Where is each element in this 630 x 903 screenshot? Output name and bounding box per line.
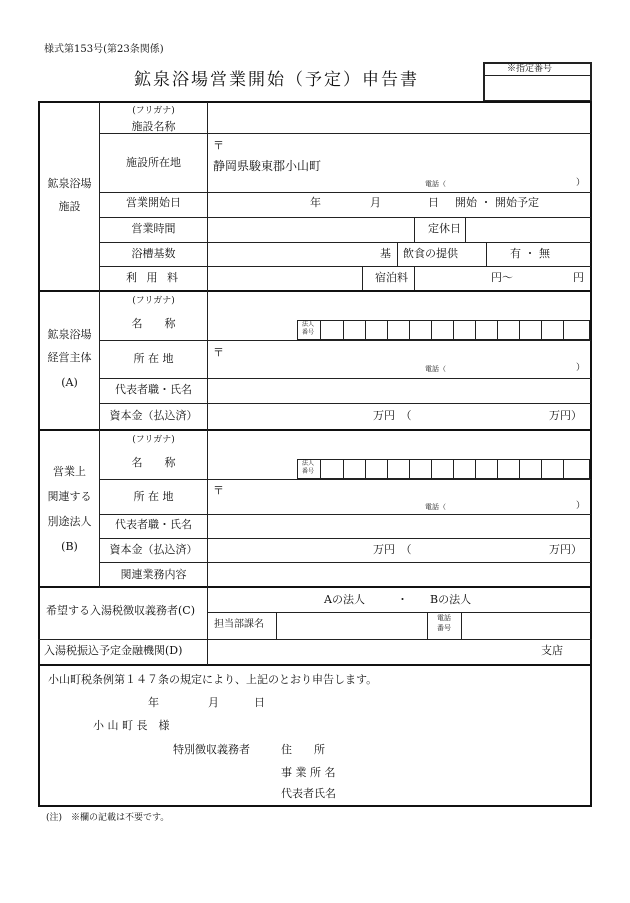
operator-section-label: 鉱泉浴場 [47,328,92,341]
related-name-label: 名 称 [131,456,176,469]
form-number: 様式第153号(第23条関係) [44,44,164,55]
furigana-label: (フリガナ) [132,106,175,116]
dept-label: 担当部課名 [214,619,264,630]
footnote: (注) ※欄の記載は不要です。 [46,813,170,823]
operator-corp-number[interactable] [297,320,590,340]
obligor-label: 特別徴収義務者 [173,743,250,756]
meal-label: 飲食の提供 [403,247,458,260]
lodging-label: 宿泊料 [375,271,408,284]
facility-section-label: 鉱泉浴場 [47,177,92,190]
facility-address[interactable]: 静岡県駿東郡小山町 [213,159,322,173]
start-option[interactable]: 開始 ・ 開始予定 [455,196,539,209]
addressee: 小 山 町 長 様 [93,719,170,732]
facility-location-label: 施設所在地 [126,156,181,169]
tubs-label: 浴槽基数 [131,247,176,260]
facility-name-input[interactable] [209,103,590,133]
postal-mark: 〒 [213,139,224,152]
related-corp-number[interactable] [297,459,590,479]
operator-rep-label: 代表者職・氏名 [115,383,192,396]
designation-label: ※指定番号 [507,64,553,74]
related-rep-label: 代表者職・氏名 [115,518,192,531]
facility-section-label-2: 施設 [58,200,81,213]
related-business-label: 関連業務内容 [120,568,187,581]
option-b[interactable]: Bの法人 [430,593,472,606]
declaration-text: 小山町税条例第１４７条の規定により、上記のとおり申告します。 [48,673,378,686]
holiday-label: 定休日 [428,222,461,235]
operator-address-label: 所 在 地 [133,352,174,365]
related-section-label: 営業上 [53,465,86,478]
facility-name-label: 施設名称 [131,120,176,133]
hours-label: 営業時間 [131,222,176,235]
operator-capital-label: 資本金（払込済） [109,409,198,422]
phone-label: 電話（ [425,180,446,188]
operator-name-label: 名 称 [131,317,176,330]
bank-label: 入湯税振込予定金融機関(D) [44,644,183,657]
related-address-label: 所 在 地 [133,490,174,503]
related-capital-label: 資本金（払込済） [109,543,198,556]
meal-option[interactable]: 有 ・ 無 [510,247,550,260]
fee-label: 利 用 料 [126,271,181,284]
collector-label: 希望する入湯税徴収義務者(C) [46,604,195,617]
page-title: 鉱泉浴場営業開始（予定）申告書 [134,70,419,90]
option-a[interactable]: Aの法人 [324,593,365,606]
start-date-label: 営業開始日 [126,196,181,209]
